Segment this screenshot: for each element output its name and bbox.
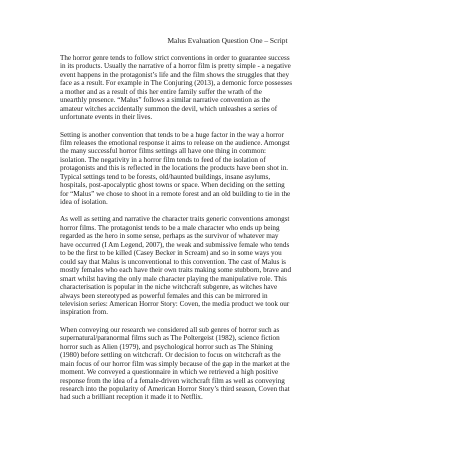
paragraph — [60, 326, 395, 402]
text-line: isolation. The negativity in a horror film tends to feed of the isolation of — [60, 155, 266, 164]
text-line: inspiration from. — [60, 308, 108, 317]
text-line: idea of isolation. — [60, 198, 108, 207]
text-line: smart whilst having the only male character playing the manipulative role. This — [60, 274, 287, 283]
text-line: amateur witches accidentally summon the devil, which unleashes a series of — [60, 104, 278, 113]
text-line: unfortunate events in their lives. — [60, 113, 153, 122]
text-line: supernatural/paranormal films such as The Poltergeist (1982), science fiction — [60, 334, 280, 343]
paragraph — [60, 131, 395, 207]
document-title: Malus Evaluation Question One – Script — [167, 36, 288, 45]
text-line: always been stereotyped as powerful females and this can be mirrored in — [60, 291, 268, 300]
text-line: horror such as Alien (1979), and psychological horror such as The Shining — [60, 342, 273, 351]
text-line: horror films. The protagonist tends to be a male character who ends up being — [60, 223, 280, 232]
text-line: (1980) before settling on witchcraft. Or decision to focus on witchcraft as the — [60, 351, 281, 360]
text-line: regarded as the hero in some sense, perhaps as the survivor of whatever may — [60, 232, 279, 241]
document-body — [60, 54, 395, 402]
text-line: for “Malus” we chose to shoot in a remote forest and an old building to tie in the — [60, 189, 291, 198]
text-line: the many successful horror films settings all have one thing in common: — [60, 147, 267, 156]
text-line: response from the idea of a female-driven witchcraft film as well as conveying — [60, 376, 285, 385]
text-line: When conveying our research we considered all sub genres of horror such as — [60, 325, 280, 334]
paragraph — [60, 54, 395, 122]
text-line: face as a result. For example in The Conjuring (2013), a demonic force possesses — [60, 79, 293, 88]
text-line: As well as setting and narrative the character traits generic conventions amongst — [60, 215, 290, 224]
text-line: The horror genre tends to follow strict conventions in order to guarantee success — [60, 54, 290, 62]
text-line: protagonists and this is reflected in the locations the products have been shot in. — [60, 164, 289, 173]
text-line: have occurred (I Am Legend, 2007), the weak and submissive female who tends — [60, 240, 290, 249]
text-line: a mother and as a result of this her entire family suffer the wrath of the — [60, 87, 262, 96]
text-line: mostly females who each have their own traits making some stubborn, brave and — [60, 266, 292, 275]
text-line: hospitals, post-apocalyptic ghost towns or space. When deciding on the setting — [60, 181, 285, 190]
text-line: unearthly presence. “Malus” follows a similar narrative convention as the — [60, 96, 271, 105]
text-line: event happens in the protagonist’s life and the film shows the struggles that they — [60, 70, 290, 79]
text-line: to be the first to be killed (Casey Becker in Scream) and so in some ways you — [60, 249, 282, 258]
document-page — [60, 36, 395, 411]
text-line: could say that Malus is unconventional to this convention. The cast of Malus is — [60, 257, 286, 266]
text-line: Typical settings tend to be forests, old/haunted buildings, insane asylums, — [60, 172, 271, 181]
text-line: moment. We conveyed a questionnaire in which we retrieved a high positive — [60, 368, 279, 377]
text-line: television series: American Horror Story: Coven, the media product we took our — [60, 300, 290, 309]
paragraph — [60, 215, 395, 316]
text-line: in its products. Usually the narrative of a horror film is pretty simple - a negative — [60, 62, 291, 71]
text-line: characterisation is popular in the niche witchcraft subgenre, as witches have — [60, 283, 278, 292]
text-line: film releases the emotional response it aims to release on the audience. Amongst — [60, 138, 290, 147]
text-line: main focus of our horror film was simply because of the gap in the market at the — [60, 359, 290, 368]
text-line: Setting is another convention that tends to be a huge factor in the way a horror — [60, 130, 284, 139]
text-line: had such a brilliant reception it made it to Netflix. — [60, 393, 203, 402]
text-line: research into the popularity of American Horror Story’s third season, Coven that — [60, 384, 290, 393]
